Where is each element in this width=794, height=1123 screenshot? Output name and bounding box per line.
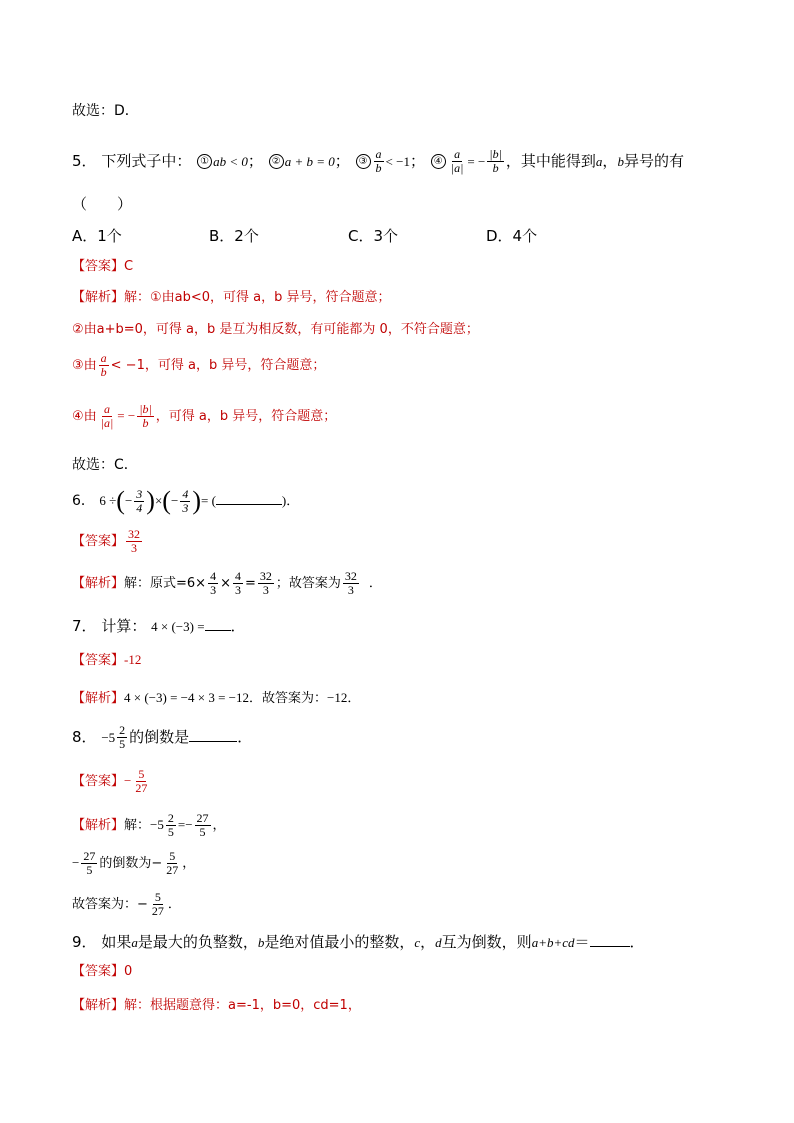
q6-end: )． xyxy=(281,493,300,508)
numerator: 5 xyxy=(169,849,176,863)
denominator: b xyxy=(100,365,107,379)
q5-tail-2: ， xyxy=(602,152,618,170)
numerator: 4 xyxy=(182,486,189,501)
q6-number: 6． xyxy=(72,493,95,509)
numerator: |b| xyxy=(489,147,502,161)
equals-minus: = − xyxy=(117,408,136,423)
minus-sign: − xyxy=(124,493,133,508)
fraction xyxy=(343,570,359,597)
analysis-prefix: 故答案为：− xyxy=(72,897,148,912)
denominator: 3 xyxy=(210,583,217,597)
answer-value: 0 xyxy=(124,964,133,979)
circle-3: ③ xyxy=(356,154,371,169)
var-b: b xyxy=(257,935,265,950)
q7-number: 7． xyxy=(72,617,97,635)
fraction-left xyxy=(99,403,116,430)
equals: ＝ xyxy=(574,933,590,951)
answer-blank xyxy=(205,616,231,631)
denominator: 5 xyxy=(86,863,93,877)
analysis-prefix: 解： xyxy=(124,818,151,833)
q9-end: ． xyxy=(629,933,645,951)
minus-sign: − xyxy=(170,493,179,508)
q9-text: ， xyxy=(420,933,436,951)
times-sign: × xyxy=(220,576,231,591)
minus-sign: − xyxy=(124,773,132,788)
right-paren: ) xyxy=(146,486,155,515)
fraction xyxy=(81,850,97,877)
fraction xyxy=(233,570,243,597)
minus-sign: − xyxy=(72,855,80,870)
fraction xyxy=(208,570,218,597)
q5-expr-4-mid: = − xyxy=(467,154,486,169)
denominator: b xyxy=(142,416,149,430)
analysis-rest: < −1，可得 a，b 异号，符合题意； xyxy=(110,358,326,373)
numerator: |b| xyxy=(139,402,152,416)
var-a: a xyxy=(131,935,138,950)
numerator: a xyxy=(103,402,110,416)
denominator: 4 xyxy=(136,500,143,515)
answer-fraction xyxy=(126,528,142,555)
denominator: |a| xyxy=(100,416,114,430)
analysis-tag: 【解析】 xyxy=(72,576,125,591)
q6-stem xyxy=(72,483,299,519)
q8-stem xyxy=(72,720,252,755)
analysis-end: ， xyxy=(212,818,226,833)
var-b: b xyxy=(617,154,624,169)
answer-fraction xyxy=(133,768,149,795)
q7-end: ． xyxy=(230,617,246,635)
q8-end: ． xyxy=(237,728,253,746)
q8-analysis-1 xyxy=(72,808,226,843)
q5-paren: （ ） xyxy=(72,195,133,213)
numerator: 2 xyxy=(167,811,174,825)
equals: = xyxy=(244,576,256,591)
answer-tag: 【答案】 xyxy=(72,534,125,549)
analysis-end: ． xyxy=(167,897,181,912)
fraction xyxy=(166,812,176,839)
q5-analysis-3 xyxy=(72,352,325,380)
q8-number: 8． xyxy=(72,728,97,746)
q5-number: 5． xyxy=(72,152,97,170)
numerator: 27 xyxy=(196,811,209,825)
q8-analysis-3 xyxy=(72,888,181,922)
analysis-text: 解：根据题意得：a=-1，b=0，cd=1， xyxy=(124,998,361,1013)
q9-analysis xyxy=(72,996,361,1016)
q8-whole: −5 xyxy=(101,730,116,745)
denominator: 27 xyxy=(166,863,179,877)
denominator: 3 xyxy=(182,500,189,515)
q5-expr-1: ab < 0 xyxy=(213,154,248,169)
circle-2: ② xyxy=(269,154,284,169)
answer-blank xyxy=(189,727,237,742)
denominator: 3 xyxy=(234,583,241,597)
analysis-tag: 【解析】 xyxy=(72,691,125,706)
denominator: b xyxy=(492,161,499,175)
q6-analysis xyxy=(72,568,382,600)
answer-tag: 【答案】 xyxy=(72,964,125,979)
numerator: 27 xyxy=(83,849,96,863)
q6-fraction-1 xyxy=(134,488,144,515)
right-paren: ) xyxy=(192,486,201,515)
analysis-prefix: ③由 xyxy=(72,358,97,373)
answer-blank xyxy=(590,932,630,947)
answer-tag: 【答案】 xyxy=(72,259,125,274)
q5-analysis-4 xyxy=(72,400,336,433)
q9-text: 如果 xyxy=(101,933,132,951)
left-paren: ( xyxy=(116,486,125,515)
analysis-rest: ，可得 a，b 异号，符合题意； xyxy=(155,409,337,424)
denominator: b xyxy=(375,161,382,175)
q7-expr: 4 × (−3) = xyxy=(151,619,205,634)
answer-blank xyxy=(216,490,282,505)
q5-expr-4-frac-right xyxy=(487,148,504,175)
q8-analysis-2 xyxy=(72,846,195,881)
numerator: a xyxy=(375,147,382,161)
q6-answer xyxy=(72,527,144,557)
times-sign: × xyxy=(154,493,163,508)
q5-expr-3-rest: < −1 xyxy=(385,154,410,169)
separator: ； xyxy=(409,152,425,170)
analysis-text: 4 × (−3) = −4 × 3 = −12．故答案为：−12． xyxy=(124,690,361,705)
numerator: 5 xyxy=(138,767,145,781)
q9-expr: a+b+cd xyxy=(531,935,575,950)
numerator: 32 xyxy=(259,569,272,583)
q5-intro: 下列式子中： xyxy=(101,152,192,170)
analysis-end: ． xyxy=(368,576,382,591)
q7-text: 计算： xyxy=(101,617,147,635)
equals-minus: =− xyxy=(177,817,193,832)
option-b: B．2个 xyxy=(209,227,259,245)
q9-number: 9． xyxy=(72,933,97,951)
q5-expr-4-frac-left xyxy=(449,148,466,175)
numerator: 3 xyxy=(136,486,143,501)
q5-tail-1: ，其中能得到 xyxy=(505,152,596,170)
answer-tag: 【答案】 xyxy=(72,653,125,668)
q8-fraction xyxy=(117,724,127,751)
numerator: a xyxy=(100,351,107,365)
circle-4: ④ xyxy=(431,154,446,169)
q5-stem xyxy=(72,148,684,175)
answer-value: C xyxy=(124,259,134,274)
q5-analysis-1 xyxy=(72,288,391,308)
fraction-a-over-b xyxy=(99,352,109,379)
q8-text: 的倒数是 xyxy=(129,728,190,746)
var-a: a xyxy=(595,154,603,169)
analysis-tag: 【解析】 xyxy=(72,998,125,1013)
fraction-right xyxy=(137,403,154,430)
q7-answer xyxy=(72,650,141,671)
fraction xyxy=(164,850,180,877)
answer-value: -12 xyxy=(124,652,142,667)
denominator: 3 xyxy=(262,583,269,597)
q5-answer xyxy=(72,257,133,277)
answer-tag: 【答案】 xyxy=(72,774,125,789)
numerator: 5 xyxy=(154,890,161,904)
q5-analysis-2: ②由a+b=0，可得 a，b 是互为相反数，有可能都为 0，不符合题意； xyxy=(72,322,479,337)
denominator: 27 xyxy=(151,904,164,918)
analysis-prefix: ④由 xyxy=(72,409,97,424)
q5-expr-3-fraction xyxy=(374,148,384,175)
option-a: A．1个 xyxy=(72,227,122,245)
option-c: C．3个 xyxy=(348,227,399,245)
q9-answer xyxy=(72,962,132,982)
denominator: 3 xyxy=(347,583,354,597)
equals: = ( xyxy=(200,493,216,508)
q5-expr-2: a + b = 0 xyxy=(284,154,335,169)
fraction xyxy=(195,812,211,839)
var-c: c xyxy=(414,935,421,950)
numerator: 32 xyxy=(128,527,141,541)
numerator: 4 xyxy=(234,569,241,583)
whole-number: −5 xyxy=(150,817,164,832)
separator: ； xyxy=(247,152,263,170)
q6-fraction-2 xyxy=(180,488,190,515)
numerator: 4 xyxy=(210,569,217,583)
denominator: 27 xyxy=(135,781,148,795)
analysis-tag: 【解析】 xyxy=(72,290,125,305)
prev-conclusion: 故选：D． xyxy=(72,103,139,119)
left-paren: ( xyxy=(162,486,171,515)
analysis-end: ， xyxy=(182,856,196,871)
analysis-tag: 【解析】 xyxy=(72,818,125,833)
q7-analysis xyxy=(72,688,360,709)
q6-expr-start: 6 ÷ xyxy=(99,493,117,508)
fraction xyxy=(258,570,274,597)
q7-stem xyxy=(72,616,246,637)
denominator: 5 xyxy=(119,737,126,751)
option-d: D．4个 xyxy=(486,227,538,245)
analysis-text: 的倒数为− xyxy=(99,856,163,871)
q9-text: 是绝对值最小的整数， xyxy=(264,933,415,951)
denominator: 3 xyxy=(131,541,138,555)
fraction xyxy=(150,891,166,918)
denominator: |a| xyxy=(450,161,464,175)
q9-text: 是最大的负整数， xyxy=(137,933,258,951)
separator: ； xyxy=(334,152,350,170)
q9-text: 互为倒数，则 xyxy=(441,933,532,951)
q5-conclusion: 故选：C． xyxy=(72,457,138,473)
denominator: 5 xyxy=(199,825,206,839)
q5-options xyxy=(72,226,672,248)
q9-stem xyxy=(72,932,645,953)
numerator: 2 xyxy=(119,723,126,737)
circle-1: ① xyxy=(197,154,212,169)
numerator: a xyxy=(454,147,461,161)
q5-tail-3: 异号的有 xyxy=(623,152,684,170)
numerator: 32 xyxy=(344,569,357,583)
var-d: d xyxy=(435,935,442,950)
analysis-text: 解：①由ab<0，可得 a，b 异号，符合题意； xyxy=(124,290,391,305)
q8-answer xyxy=(72,764,151,799)
analysis-prefix: 解：原式=6× xyxy=(124,576,207,591)
denominator: 5 xyxy=(167,825,174,839)
analysis-mid: ；故答案为 xyxy=(275,576,341,591)
